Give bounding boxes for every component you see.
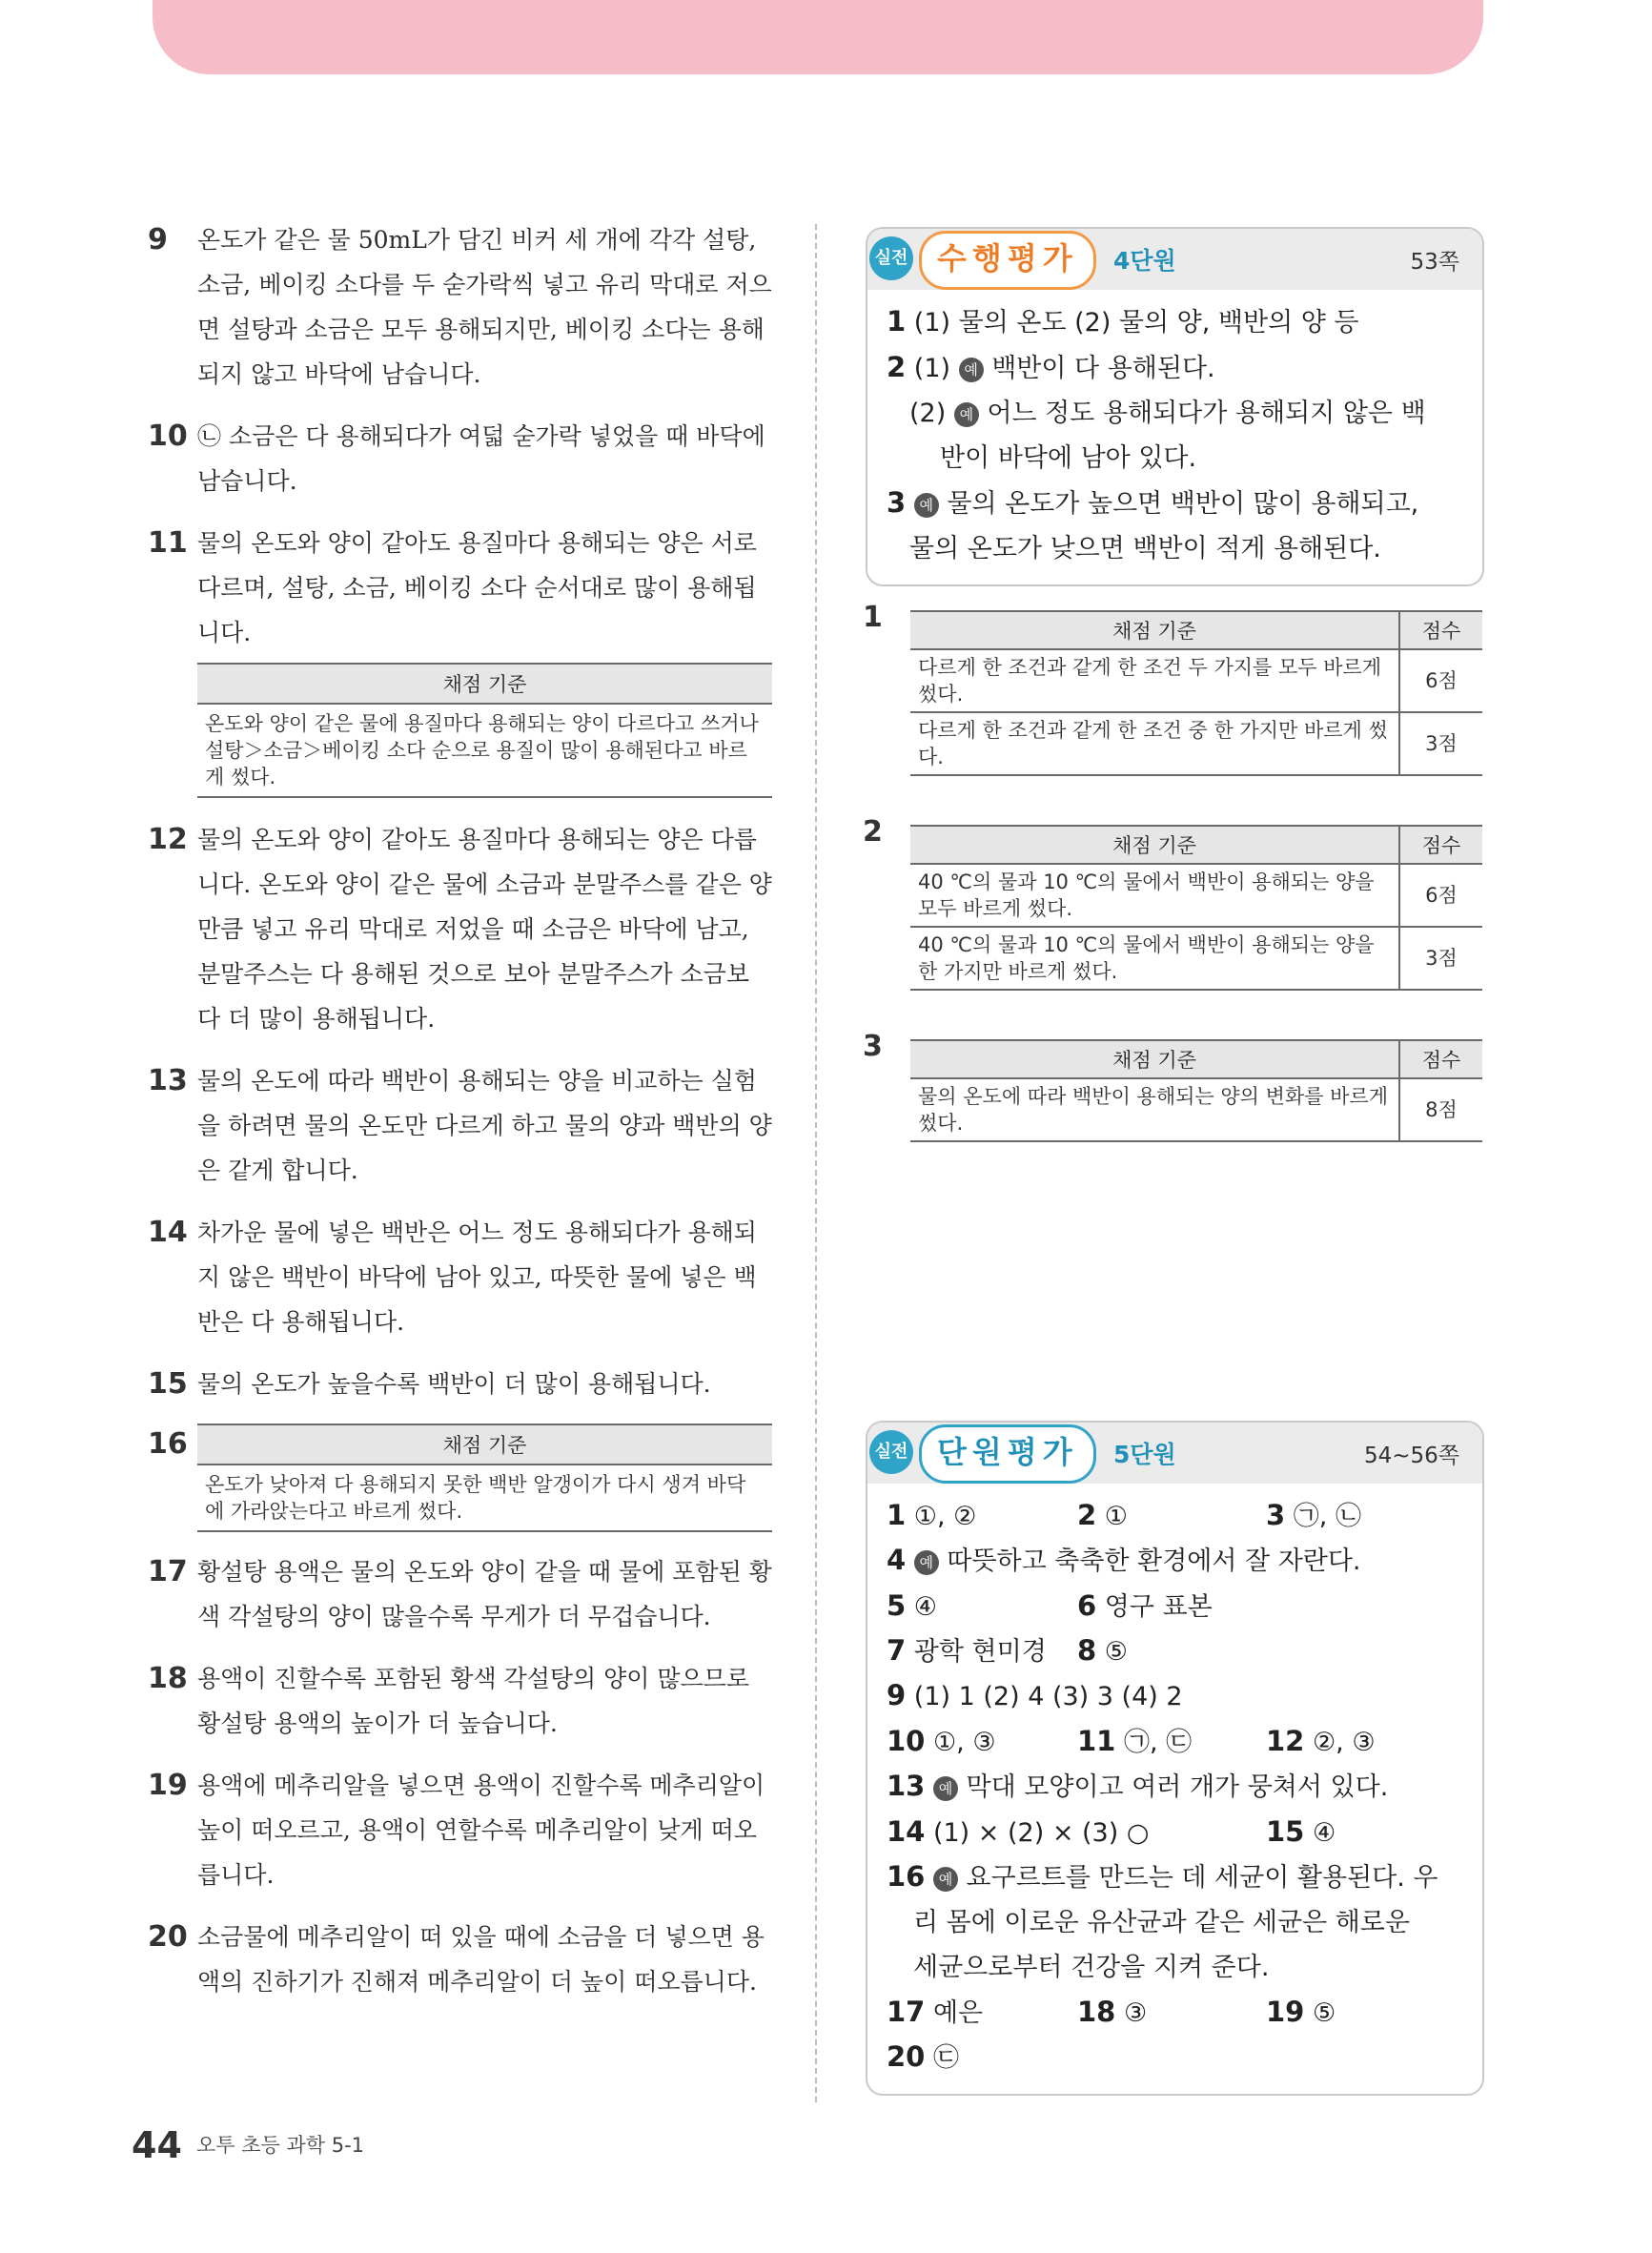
performance-assessment-box (866, 227, 1484, 586)
line-1: 1 (1) 물의 온도 (2) 물의 양, 백반의 양 등 (887, 305, 1359, 338)
box-title: 단원평가 (919, 1424, 1096, 1484)
answer-14: 14 차가운 물에 넣은 백반은 어느 정도 용해되다가 용해되지 않은 백반이 바닥에 남아 있고, 따뜻한 물에 넣은 백반은 다 용해됩니다. (148, 1216, 757, 1336)
rubric-table-3: 채점 기준 점수 물의 온도에 따라 백반이 용해되는 양의 변화를 바르게 썼다. 8점 (910, 1039, 1482, 1142)
line-3: (2) 예 어느 정도 용해되다가 용해되지 않은 백 (909, 399, 1426, 428)
box-body (867, 1484, 1482, 2094)
line-2: 2 (1) 예 백반이 다 용해된다. (887, 351, 1215, 383)
answer-row: 13 예 막대 모양이고 여러 개가 뭉쳐서 있다. (887, 1770, 1389, 1802)
answer-11: 11 물의 온도와 양이 같아도 용질마다 용해되는 양은 서로 다르며, 설탕, 소금, 베이킹 소다 순서대로 많이 용해됩니다. (148, 526, 757, 646)
unit-assessment-box (866, 1421, 1484, 2096)
rubric-table-11: 채점 기준 온도와 양이 같은 물에 용질마다 용해되는 양이 다르다고 쓰거나 설탕＞소금＞베이킹 소다 순으로 용질이 많이 용해된다고 바르게 썼다. (197, 663, 772, 798)
box-header (867, 229, 1482, 290)
top-banner (153, 0, 1483, 74)
page-ref: 53쪽 (1410, 250, 1459, 275)
line-4: 반이 바닥에 남아 있다. (940, 443, 1197, 473)
example-icon: 예 (914, 493, 939, 518)
example-icon: 예 (933, 1776, 958, 1801)
answer-row: 리 몸에 이로운 유산균과 같은 세균은 해로운 (913, 1908, 1410, 1937)
practice-tag: 실전 (869, 1430, 913, 1474)
box-header (867, 1423, 1482, 1484)
practice-tag: 실전 (869, 236, 913, 280)
answer-row: 세균으로부터 건강을 지켜 준다. (913, 1953, 1270, 1982)
answer-row: 1 ①, ② 2 ① 3 ㉠, ㉡ (887, 1499, 1361, 1531)
answer-15: 15 물의 온도가 높을수록 백반이 더 많이 용해됩니다. (148, 1367, 711, 1401)
unit-label: 5단원 (1113, 1441, 1176, 1468)
answer-row: 4 예 따뜻하고 축축한 환경에서 잘 자란다. (887, 1544, 1361, 1576)
answer-row: 16 예 요구르트를 만드는 데 세균이 활용된다. 우 (887, 1860, 1438, 1893)
rubric-table-16: 채점 기준 온도가 낮아져 다 용해되지 못한 백반 알갱이가 다시 생겨 바닥에 가라앉는다고 바르게 썼다. (197, 1423, 772, 1532)
unit-label: 4단원 (1113, 247, 1176, 275)
answer-row: 17 예은 18 ③ 19 ⑤ (887, 1996, 1336, 2028)
answer-row: 5 ④ 6 영구 표본 (887, 1589, 1213, 1622)
left-column (148, 217, 772, 2021)
answer-19: 19 용액에 메추리알을 넣으면 용액이 진할수록 메추리알이 높이 떠오르고, 용액이 연할수록 메추리알이 낮게 떠오릅니다. (148, 1769, 765, 1889)
line-5: 3 예 물의 온도가 높으면 백반이 많이 용해되고, (887, 486, 1419, 519)
example-icon: 예 (959, 358, 984, 382)
box-body (867, 290, 1482, 584)
page-footer (132, 2124, 364, 2166)
answer-17: 17 황설탕 용액은 물의 온도와 양이 같을 때 물에 포함된 황색 각설탕의 양이 많을수록 무게가 더 무겁습니다. (148, 1555, 772, 1630)
answer-20: 20 소금물에 메추리알이 떠 있을 때에 소금을 더 넣으면 용액의 진하기가 진해져 메추리알이 더 높이 떠오릅니다. (148, 1920, 765, 1996)
page-number: 44 (132, 2124, 182, 2166)
answer-row: 7 광학 현미경 8 ⑤ (887, 1634, 1128, 1667)
answer-row: 20 ㉢ (887, 2040, 959, 2073)
line-6: 물의 온도가 낮으면 백반이 적게 용해된다. (909, 534, 1381, 563)
answer-row: 14 (1) × (2) × (3) ○ 15 ④ (887, 1815, 1336, 1848)
box-title: 수행평가 (919, 231, 1096, 290)
book-title: 오투 초등 과학 5-1 (195, 2134, 365, 2157)
column-divider (815, 224, 817, 2102)
answer-row: 10 ①, ③ 11 ㉠, ㉢ 12 ②, ③ (887, 1725, 1376, 1757)
answer-16: 16 채점 기준 온도가 낮아져 다 용해되지 못한 백반 알갱이가 다시 생겨 바닥에 가라앉는다고 바르게 썼다. (148, 1423, 772, 1532)
answer-9: 9 온도가 같은 물 50mL가 담긴 비커 세 개에 각각 설탕, 소금, 베이킹 소다를 두 숟가락씩 넣고 유리 막대로 저으면 설탕과 소금은 모두 용해되지만, 베이킹 소다는 용해되지 않고 바닥에 남습니다. (148, 223, 772, 388)
rubric-table-2: 채점 기준 점수 40 ℃의 물과 10 ℃의 물에서 백반이 용해되는 양을 모두 바르게 썼다. 6점 40 ℃의 물과 10 ℃의 물에서 백반이 용해되는 양을 한 가지만 바르게 썼다. 3점 (910, 825, 1482, 991)
rubric-table-1: 채점 기준 점수 다르게 한 조건과 같게 한 조건 두 가지를 모두 바르게 썼다. 6점 다르게 한 조건과 같게 한 조건 중 한 가지만 바르게 썼다. 3점 (910, 610, 1482, 776)
example-icon: 예 (954, 402, 979, 427)
answer-10: 10 ㉡ 소금은 다 용해되다가 여덟 숟가락 넣었을 때 바닥에 남습니다. (148, 420, 765, 495)
example-icon: 예 (914, 1550, 939, 1575)
example-icon: 예 (933, 1867, 958, 1892)
answer-row: 9 (1) 1 (2) 4 (3) 3 (4) 2 (887, 1679, 1183, 1711)
page-ref: 54~56쪽 (1363, 1444, 1459, 1468)
answer-13: 13 물의 온도에 따라 백반이 용해되는 양을 비교하는 실험을 하려면 물의 온도만 다르게 하고 물의 양과 백반의 양은 같게 합니다. (148, 1064, 772, 1184)
answer-12: 12 물의 온도와 양이 같아도 용질마다 용해되는 양은 다릅니다. 온도와 양이 같은 물에 소금과 분말주스를 같은 양만큼 넣고 유리 막대로 저었을 때 소금은 바닥에 남고, 분말주스는 다 용해된 것으로 보아 분말주스가 소금보다 더 많이 용해됩니다. (148, 823, 772, 1033)
answer-18: 18 용액이 진할수록 포함된 황색 각설탕의 양이 많으므로 황설탕 용액의 높이가 더 높습니다. (148, 1662, 749, 1737)
